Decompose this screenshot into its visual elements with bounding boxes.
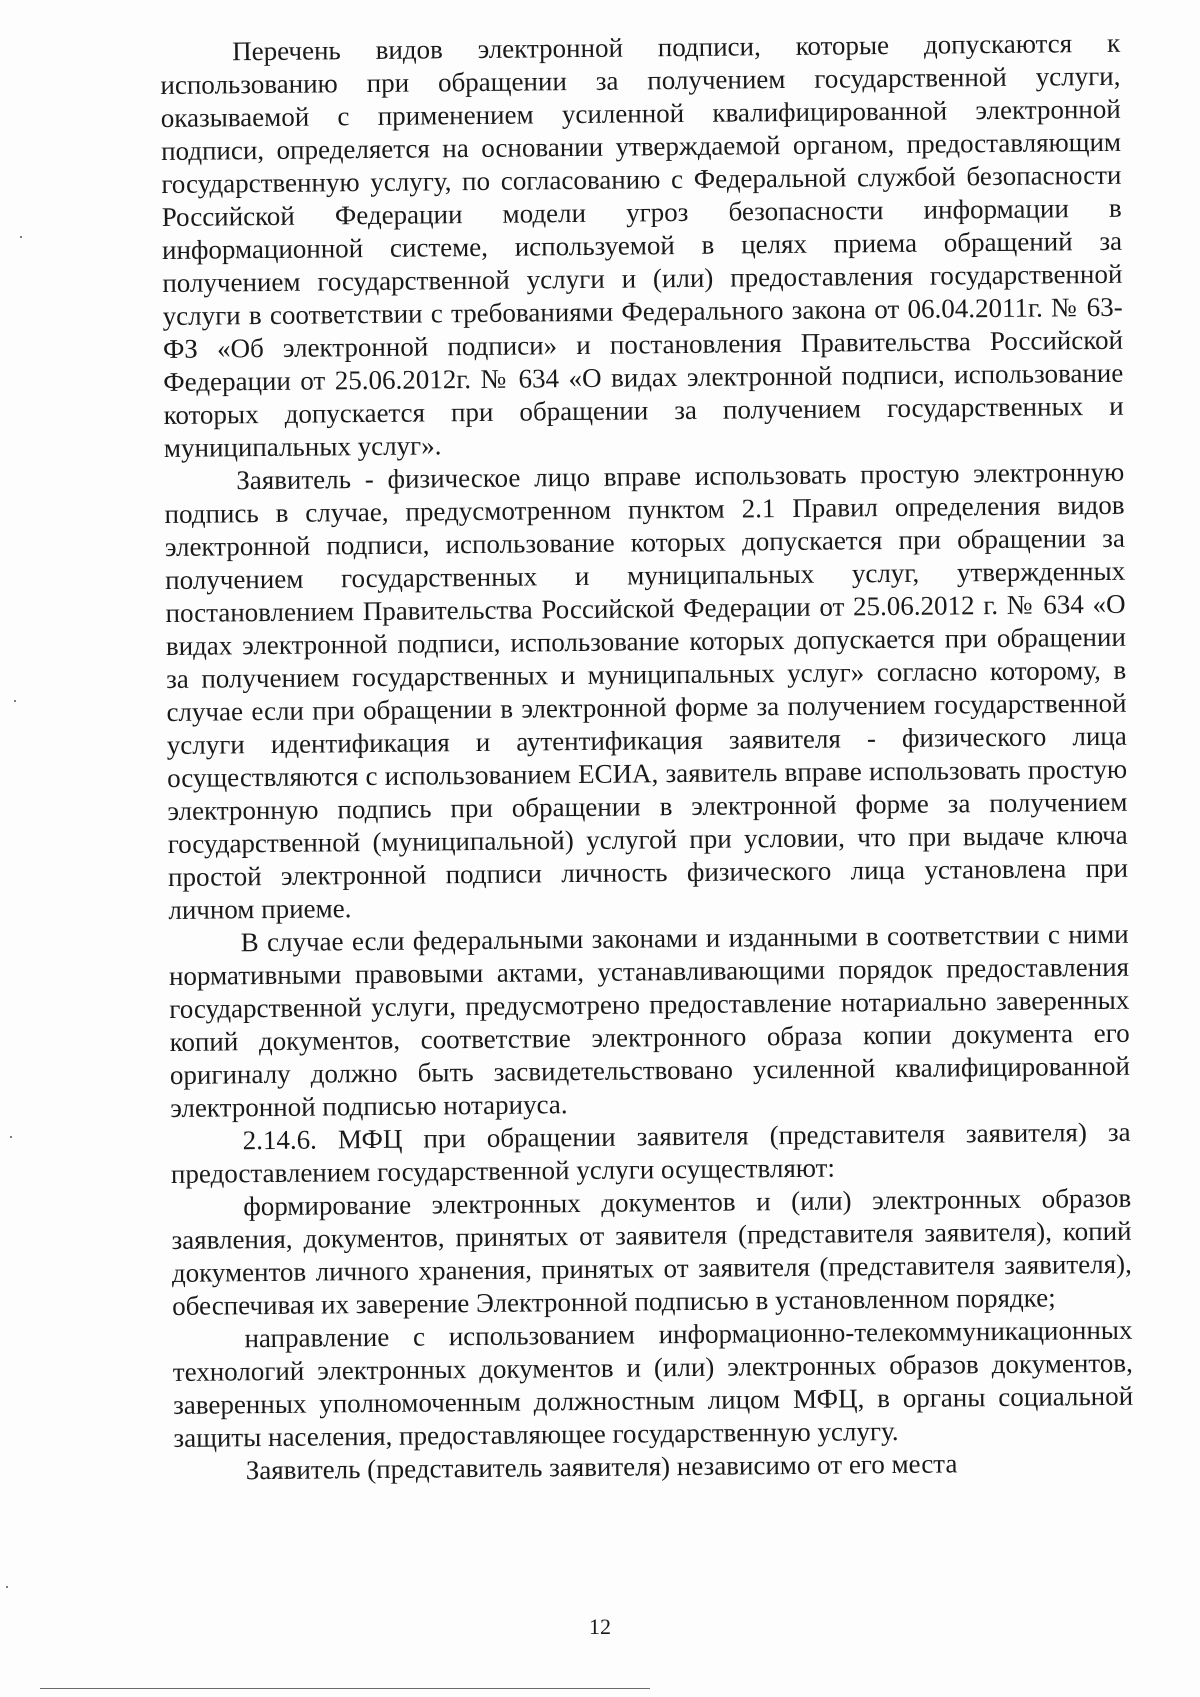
scan-speck [20,236,22,238]
paragraph-applicant-location: Заявитель (представитель заявителя) независимо от его места [245,1448,958,1486]
scan-speck [14,700,16,702]
paragraph-signature-types: Перечень видов электронной подписи, которые допускаются к использованию при обращении за получением государственной услуги, оказываемой с применением усиленной квалифицированной электронной подписи, определяется на основании утверждаемой органом, предоставляющим государственную услугу, по согласованию с Федеральной службой безопасности Российской Федерации модели угроз безопасности информации в информационной системе, используемой в целях приема обращений за получением государственной услуги и (или) предоставления государственной услуги в соответствии с требованиями Федерального закона от 06.04.2011г. № 63-ФЗ «Об электронной подписи» и постановления Правительства Российской Федерации от 25.06.2012г. № 634 «О видах электронной подписи, использование которых допускается при обращении за получением государственных и муниципальных услуг». [160,27,1124,463]
document-text-body [160,27,1134,1488]
paragraph-forming-documents: формирование электронных документов и (или) электронных образов заявления, документов, принятых от заявителя (представителя заявителя), копий документов личного хранения, принятых от заявителя (представителя заявителя), обеспечивая их заверение Электронной подписью в установленном порядке; [171,1182,1132,1321]
paragraph-simple-signature: Заявитель - физическое лицо вправе использовать простую электронную подпись в случае, предусмотренном пунктом 2.1 Правил определения видов электронной подписи, использование которых допускается при обращении за получением государственных и муниципальных услуг, утвержденных постановлением Правительства Российской Федерации от 25.06.2012 г. № 634 «О видах электронной подписи, использование которых допускается при обращении за получением государственных и муниципальных услуг» согласно которому, в случае если при обращении в электронной форме за получением государственной услуги идентификация и аутентификация заявителя - физического лица осуществляются с использованием ЕСИА, заявитель вправе использовать простую электронную подпись при обращении в электронной форме за получением государственной (муниципальной) услугой при условии, что при выдаче ключа простой электронной подписи личность физического лица установлена при личном приеме. [164,456,1129,925]
scan-edge-line [40,1688,650,1689]
paragraph-notarized-copies: В случае если федеральными законами и изданными в соответствии с ними нормативными правовыми актами, устанавливающими порядок предоставления государственной услуги, предусмотрено предоставление нотариально заверенных копий документов, соответствие электронного образа копии документа его оригиналу должно быть засвидетельствовано усиленной квалифицированной электронной подписью нотариуса. [168,918,1131,1123]
scan-speck [6,1586,8,1588]
paragraph-mfc-section: 2.14.6. МФЦ при обращении заявителя (представителя заявителя) за предоставлением государственной услуги осуществляют: [170,1116,1131,1189]
scan-speck [10,1136,12,1138]
page-number: 12 [589,1614,611,1639]
paragraph-sending-documents: направление с использованием информационно-телекоммуникационных технологий электронных документов и (или) электронных образов документов, заверенных уполномоченным должностным лицом МФЦ, в органы социальной защиты населения, предоставляющее государственную услугу. [172,1314,1134,1453]
